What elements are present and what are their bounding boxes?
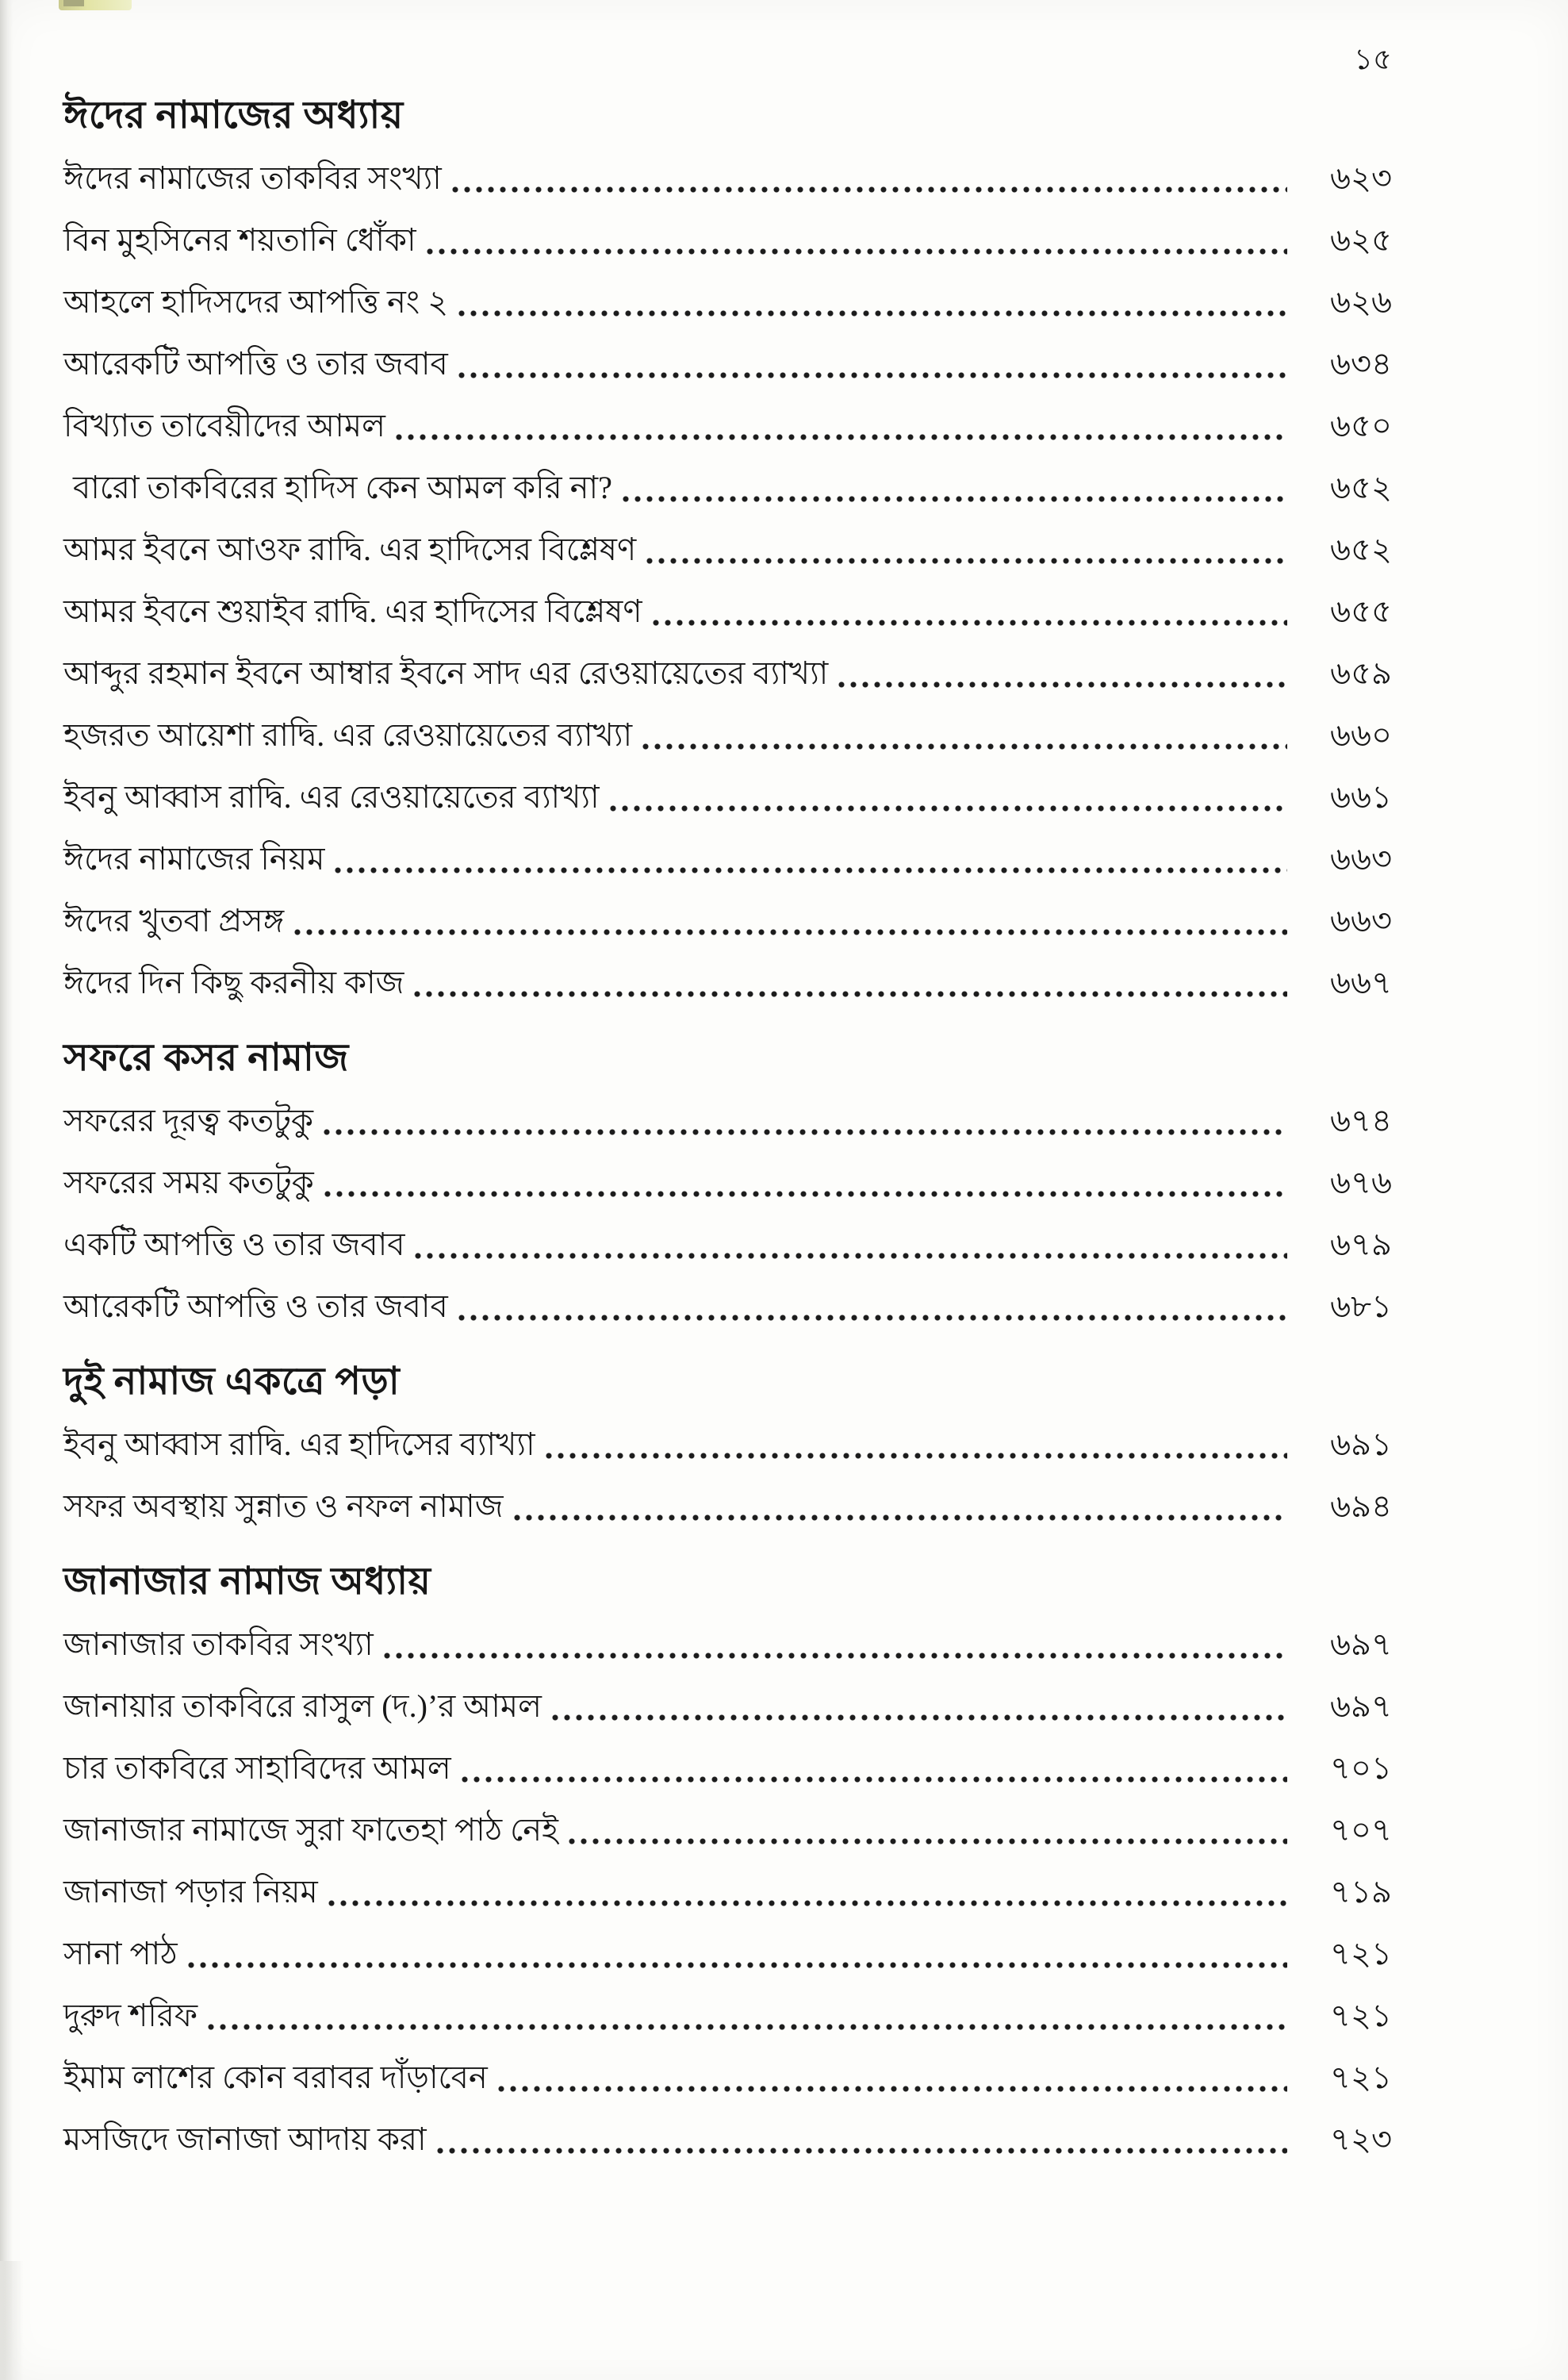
dotted-leader [458,309,1287,318]
dotted-leader [838,680,1287,689]
toc-entry [63,209,1392,271]
dotted-leader [383,1651,1287,1660]
toc-entry-label: সানা পাঠ [63,1936,178,1971]
toc-entry [63,643,1392,704]
toc-entry-label: জানাজার নামাজে সুরা ফাতেহা পাঠ নেই [63,1812,558,1848]
dotted-leader [413,989,1287,999]
dotted-leader [652,618,1287,628]
toc-entry-page: ৬৯৭ [1330,1626,1392,1662]
toc-entry-page: ৬৯৪ [1330,1488,1392,1524]
toc-entry-label: আব্দুর রহমান ইবনে আম্বার ইবনে সাদ এর রেওয়ায়েতের ব্যাখ্যা [63,655,829,691]
toc-entry-page: ৭১৯ [1330,1874,1392,1910]
dotted-leader [461,1775,1287,1784]
toc-entry-page: ৭২১ [1330,2059,1392,2095]
toc-entry [63,519,1392,581]
toc-entry [63,1090,1392,1152]
dotted-leader [436,2146,1287,2155]
toc-entry-label: একটি আপত্তি ও তার জবাব [63,1226,405,1262]
toc-entry-page: ৬২৫ [1330,222,1392,258]
dotted-leader [622,494,1287,504]
toc-entry-label: দুরুদ শরিফ [63,1998,198,2033]
dotted-leader [513,1513,1288,1522]
toc-entry [63,457,1392,519]
toc-entry-page: ৬৫২ [1330,470,1392,505]
dotted-leader [334,866,1287,875]
scan-corner-artifact-dark [63,0,84,6]
toc-entry-label: সফরের দূরত্ব কতটুকু [63,1103,313,1138]
toc-entry-label: বারো তাকবিরের হাদিস কেন আমল করি না? [73,470,612,505]
toc-entry [63,581,1392,643]
section-title: দুই নামাজ একত্রে পড়া [63,1361,401,1403]
toc-entry [63,952,1392,1014]
dotted-leader [426,247,1287,256]
dotted-leader [451,185,1287,194]
toc-entry [63,890,1392,952]
toc-entry-label: আরেকটি আপত্তি ও তার জবাব [63,346,448,382]
toc-entry-label: আমর ইবনে শুয়াইব রাদ্বি. এর হাদিসের বিশ্লেষণ [63,593,642,629]
toc-entry [63,766,1392,828]
toc-entry-label: হজরত আয়েশা রাদ্বি. এর রেওয়ায়েতের ব্যাখ্যা [63,717,633,753]
toc-entry-page: ৭২১ [1330,1936,1392,1971]
dotted-leader [568,1837,1287,1846]
dotted-leader [642,742,1287,751]
toc-entry-label: ঈদের নামাজের তাকবির সংখ্যা [63,160,442,196]
toc-entry-label: আরেকটি আপত্তি ও তার জবাব [63,1288,448,1324]
toc-entry [63,333,1392,395]
dotted-leader [458,1313,1287,1322]
toc-entry-label: আমর ইবনে আওফ রাদ্বি. এর হাদিসের বিশ্লেষণ [63,532,637,567]
toc-entry-page: ৬৭৬ [1329,1165,1392,1200]
dotted-leader [328,1898,1287,1908]
toc-entry-page: ৬৭৯ [1330,1226,1392,1262]
toc-entry-page: ৭০৭ [1329,1812,1392,1848]
toc-entry-label: সফর অবস্থায় সুন্নাত ও নফল নামাজ [63,1488,504,1524]
toc-entry-page: ৬৬০ [1329,717,1392,753]
toc-entry [63,1923,1392,1985]
toc-entry [63,704,1392,766]
dotted-leader [187,1960,1287,1970]
toc-entry-label: জানাজা পড়ার নিয়ম [63,1874,318,1910]
toc-entry-page: ৬২৩ [1329,160,1392,196]
toc-entry-label: ইবনু আব্বাস রাদ্বি. এর হাদিসের ব্যাখ্যা [63,1426,535,1462]
toc-entry-page: ৬৯১ [1330,1426,1392,1462]
toc-entry-label: সফরের সময় কতটুকু [63,1165,314,1200]
toc-entry [63,2109,1392,2171]
section-title: সফরে কসর নামাজ [63,1037,349,1079]
dotted-leader [551,1713,1287,1722]
toc-entry-page: ৬৬৭ [1329,965,1392,1000]
dotted-leader [395,432,1287,442]
toc-entry [63,1799,1392,1861]
toc-entry [63,148,1392,209]
toc-entry-page: ৭২১ [1330,1998,1392,2033]
toc-entry [63,1276,1392,1338]
dotted-leader [207,2022,1287,2032]
table-of-contents [63,90,1392,2171]
toc-entry-label: মসজিদে জানাজা আদায় করা [63,2121,427,2157]
dotted-leader [545,1451,1287,1461]
toc-entry [63,1476,1392,1537]
toc-entry-page: ৬৬৩ [1329,841,1392,877]
page-number: ১৫ [1353,44,1392,76]
toc-entry-page: ৬৫৯ [1330,655,1392,691]
toc-entry-page: ৭০১ [1330,1750,1392,1786]
toc-entry-label: ঈদের নামাজের নিয়ম [63,841,325,877]
toc-entry-label: বিখ্যাত তাবেয়ীদের আমল [63,408,385,443]
section-title: জানাজার নামাজ অধ্যায় [63,1560,431,1603]
toc-entry-page: ৬৫২ [1330,532,1392,567]
toc-entry [63,2047,1392,2109]
dotted-leader [414,1251,1287,1261]
toc-entry [63,1737,1392,1799]
toc-entry-page: ৬৭৪ [1330,1103,1392,1138]
dotted-leader [609,804,1287,813]
toc-entry [63,1676,1392,1737]
dotted-leader [293,927,1287,937]
toc-entry [63,1414,1392,1476]
scan-edge-shadow [0,0,13,2380]
dotted-leader [323,1127,1287,1137]
toc-entry-page: ৬৬৩ [1329,903,1392,939]
toc-entry [63,828,1392,890]
toc-entry-page: ৬৩৪ [1330,346,1392,382]
section-title: ঈদের নামাজের অধ্যায় [63,94,404,136]
toc-entry [63,1861,1392,1923]
toc-entry-page: ৬২৬ [1329,284,1392,320]
toc-entry-page: ৬৯৭ [1330,1688,1392,1724]
toc-entry-page: ৬৫০ [1330,408,1392,443]
dotted-leader [497,2084,1287,2094]
dotted-leader [646,556,1287,566]
toc-entry-page: ৭২৩ [1329,2121,1392,2157]
toc-entry-page: ৬৮১ [1330,1288,1392,1324]
toc-entry-label: আহলে হাদিসদের আপত্তি নং ২ [63,284,449,320]
dotted-leader [458,370,1287,380]
toc-entry [63,1985,1392,2047]
toc-entry [63,1614,1392,1676]
toc-entry [63,1152,1392,1214]
toc-entry-label: চার তাকবিরে সাহাবিদের আমল [63,1750,451,1786]
toc-entry-label: বিন মুহসিনের শয়তানি ধোঁকা [63,222,416,258]
toc-entry-label: ঈদের দিন কিছু করনীয় কাজ [63,965,404,1000]
toc-entry [63,1214,1392,1276]
toc-entry-page: ৬৫৫ [1330,593,1392,629]
toc-entry-label: ইবনু আব্বাস রাদ্বি. এর রেওয়ায়েতের ব্যাখ্যা [63,779,600,815]
toc-entry-page: ৬৬১ [1330,779,1392,815]
scan-bottom-smudge [0,2261,24,2380]
toc-entry [63,271,1392,333]
toc-entry-label: ইমাম লাশের কোন বরাবর দাঁড়াবেন [63,2059,488,2095]
dotted-leader [324,1189,1287,1199]
toc-entry [63,395,1392,457]
toc-entry-label: জানাজার তাকবির সংখ্যা [63,1626,374,1662]
page-content [63,41,1392,2171]
toc-entry-label: ঈদের খুতবা প্রসঙ্গ [63,903,285,939]
toc-entry-label: জানায়ার তাকবিরে রাসুল (দ.)’র আমল [63,1688,542,1724]
